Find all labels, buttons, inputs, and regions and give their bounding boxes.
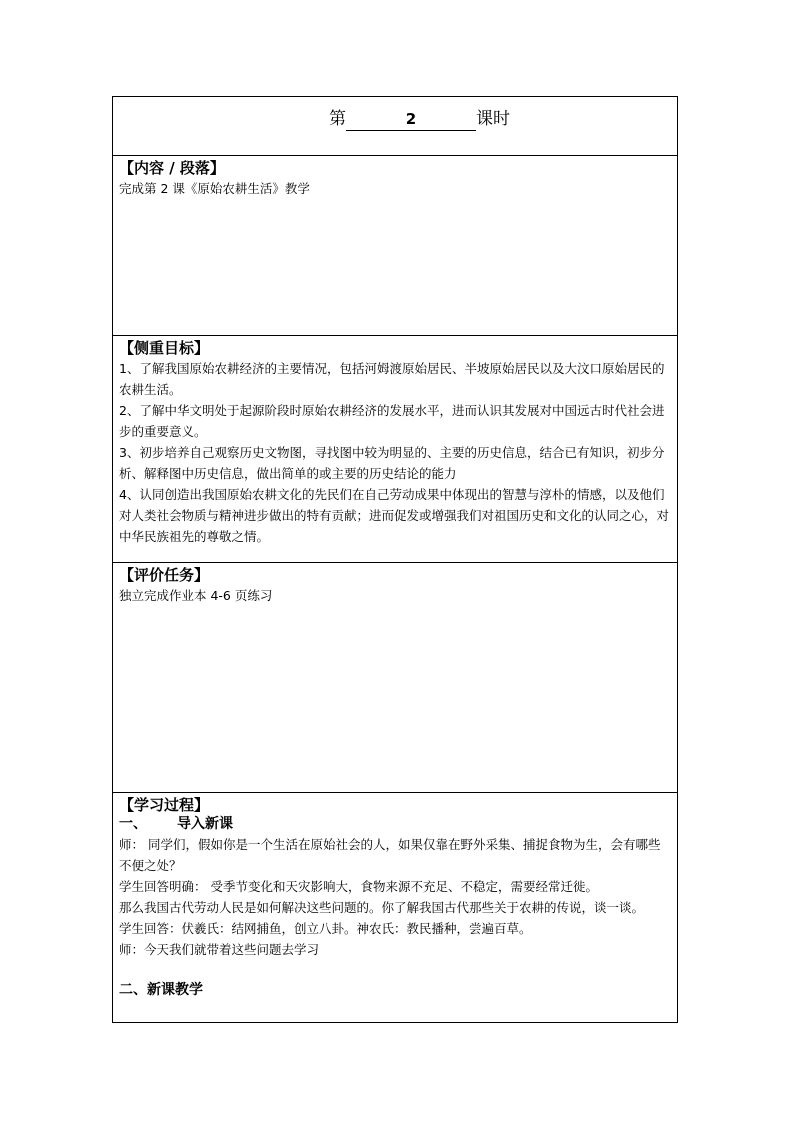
process-section: [113, 792, 677, 1022]
goals-heading: 【侧重目标】: [119, 339, 210, 357]
goal-item: 1、了解我国原始农耕经济的主要情况，包括河姆渡原始居民、半坡原始居民以及大汶口原始居民的农耕生活。: [119, 361, 665, 397]
section-1-title: 导入新课: [177, 816, 233, 832]
goals-section: [113, 335, 677, 562]
content-text: 完成第 2 课《原始农耕生活》教学: [119, 181, 310, 196]
evaluation-heading: 【评价任务】: [119, 566, 210, 584]
goal-item: 3、初步培养自己观察历史文物图，寻找图中较为明显的、主要的历史信息，结合已有知识，初步分析、解释图中历史信息，做出简单的或主要的历史结论的能力: [119, 445, 665, 481]
goals-list: [119, 358, 671, 547]
content-heading: 【内容 / 段落】: [119, 159, 225, 177]
goal-item: 2、了解中华文明处于起源阶段时原始农耕经济的发展水平，进而认识其发展对中国远古时代社会进步的重要意义。: [119, 403, 665, 439]
lesson-title: [329, 108, 510, 131]
title-prefix: 第: [329, 109, 346, 129]
process-lines: [119, 834, 671, 960]
process-line: 师： 同学们，假如你是一个生活在原始社会的人，如果仅靠在野外采集、捕捉食物为生，会有哪些不便之处？: [119, 837, 661, 873]
process-line: 师：今天我们就带着这些问题去学习: [119, 942, 320, 957]
goal-item: 4、认同创造出我国原始农耕文化的先民们在自己劳动成果中体现出的智慧与淳朴的情感，以及他们对人类社会物质与精神进步做出的特有贡献；进而促发或增强我们对祖国历史和文化的认同之心，对中华民族祖先的尊敬之情。: [119, 487, 670, 544]
title-suffix: 课时: [476, 109, 510, 129]
section-1-heading: [119, 815, 671, 834]
lesson-number: 2: [346, 108, 476, 131]
section-2-heading: 二、新课教学: [119, 982, 203, 998]
section-1-number: 一、: [119, 816, 147, 832]
evaluation-section: [113, 562, 677, 792]
evaluation-text: 独立完成作业本 4-6 页练习: [119, 588, 273, 603]
process-line: 那么我国古代劳动人民是如何解决这些问题的。你了解我国古代那些关于农耕的传说，谈一谈。: [119, 900, 645, 915]
process-line: 学生回答明确： 受季节变化和天灾影响大，食物来源不充足、不稳定，需要经常迁徙。: [119, 879, 598, 894]
content-section: [113, 155, 677, 335]
title-row: [113, 97, 677, 155]
lesson-plan-table: [112, 96, 678, 1023]
process-line: 学生回答：伏羲氏：结网捕鱼，创立八卦。神农氏：教民播种，尝遍百草。: [119, 921, 532, 936]
process-heading: 【学习过程】: [119, 796, 210, 814]
